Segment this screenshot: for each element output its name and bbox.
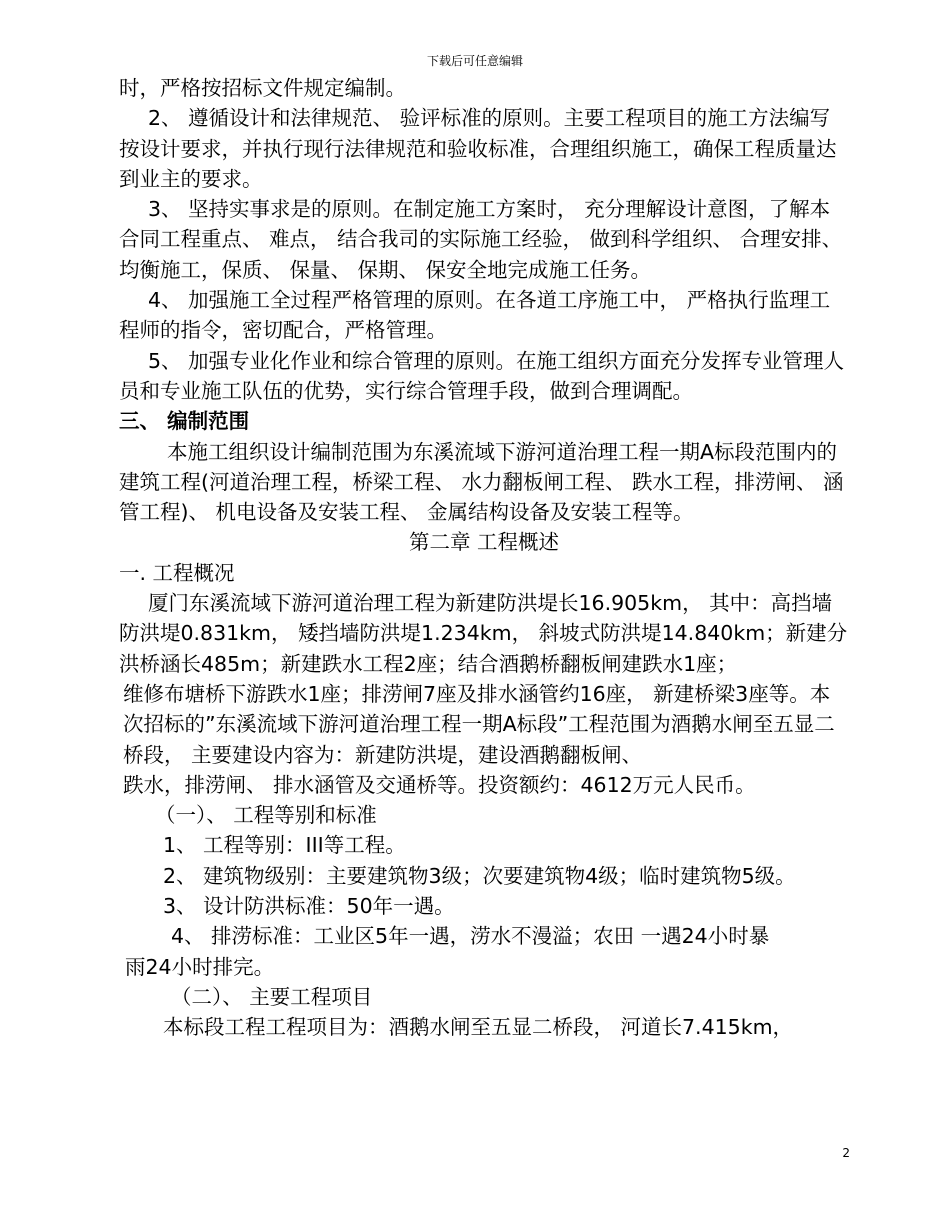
list-item: 4、 排涝标准：工业区5年一遇，涝水不漫溢；农田 一遇24小时暴 [171, 924, 770, 949]
paragraph: 2、 遵循设计和法律规范、 验评标准的原则。主要工程项目的施工方法编写按设计要求，并执行现行法律规范和验收标准，合理组织施工，确保工程质量达到业主的要求。 [119, 106, 837, 191]
chapter-title: 第二章 工程概述 [408, 530, 560, 555]
paragraph: 本施工组织设计编制范围为东溪流域下游河道治理工程一期A标段范围内的建筑工程(河道治理工程，桥梁工程、 水力翻板闸工程、 跌水工程，排涝闸、 涵管工程)、 机电设备及安装工程、 金属结构设备及安装工程等。 [119, 439, 844, 525]
paragraph: 4、 加强施工全过程严格管理的原则。在各道工序施工中， 严格执行监理工程师的指令，密切配合，严格管理。 [119, 288, 831, 343]
subsection-heading: （一）、 工程等别和标准 [155, 803, 377, 828]
section-heading: 三、 编制范围 [119, 409, 250, 434]
section-heading: 一. 工程概况 [119, 560, 235, 585]
paragraph: 3、 坚持实事求是的原则。在制定施工方案时， 充分理解设计意图，了解本合同工程重点、 难点， 结合我司的实际施工经验， 做到科学组织、 合理安排、 均衡施工，保质、 保量、 保期、 保安全地完成施工任务。 [119, 197, 843, 282]
page-number: 2 [842, 1146, 850, 1160]
document-body [119, 73, 849, 1043]
paragraph: 厦门东溪流域下游河道治理工程为新建防洪堤长16.905km， 其中：高挡墙防洪堤0.831km， 矮挡墙防洪堤1.234km， 斜坡式防洪堤14.840km；新建分洪桥涵长485m；新建跌水工程2座；结合酒鹅桥翻板闸建跌水1座； [119, 591, 848, 676]
paragraph: 时，严格按招标文件规定编制。 [119, 76, 406, 100]
list-item: 1、 工程等别：III等工程。 [163, 833, 406, 858]
paragraph: 本标段工程工程项目为：酒鹅水闸至五显二桥段， 河道长7.415km， [163, 1015, 794, 1040]
paragraph: 维修布塘桥下游跌水1座；排涝闸7座及排水涵管约16座， 新建桥梁3座等。本次招标的”东溪流域下游河道治理工程一期A标段”工程范围为酒鹅水闸至五显二桥段， 主要建设内容为：新建防洪堤，建设酒鹅翻板闸、 [123, 681, 835, 767]
list-item: 雨24小时排完。 [125, 954, 275, 979]
subsection-heading: （二）、 主要工程项目 [171, 984, 373, 1009]
paragraph: 跌水，排涝闸、 排水涵管及交通桥等。投资额约：4612万元人民币。 [123, 772, 756, 797]
list-item: 2、 建筑物级别：主要建筑物3级；次要建筑物4级；临时建筑物5级。 [163, 863, 796, 888]
paragraph: 5、 加强专业化作业和综合管理的原则。在施工组织方面充分发挥专业管理人员和专业施工队伍的优势，实行综合管理手段，做到合理调配。 [119, 348, 845, 403]
page-header: 下载后可任意编辑 [426, 54, 523, 68]
list-item: 3、 设计防洪标准：50年一遇。 [163, 894, 455, 919]
